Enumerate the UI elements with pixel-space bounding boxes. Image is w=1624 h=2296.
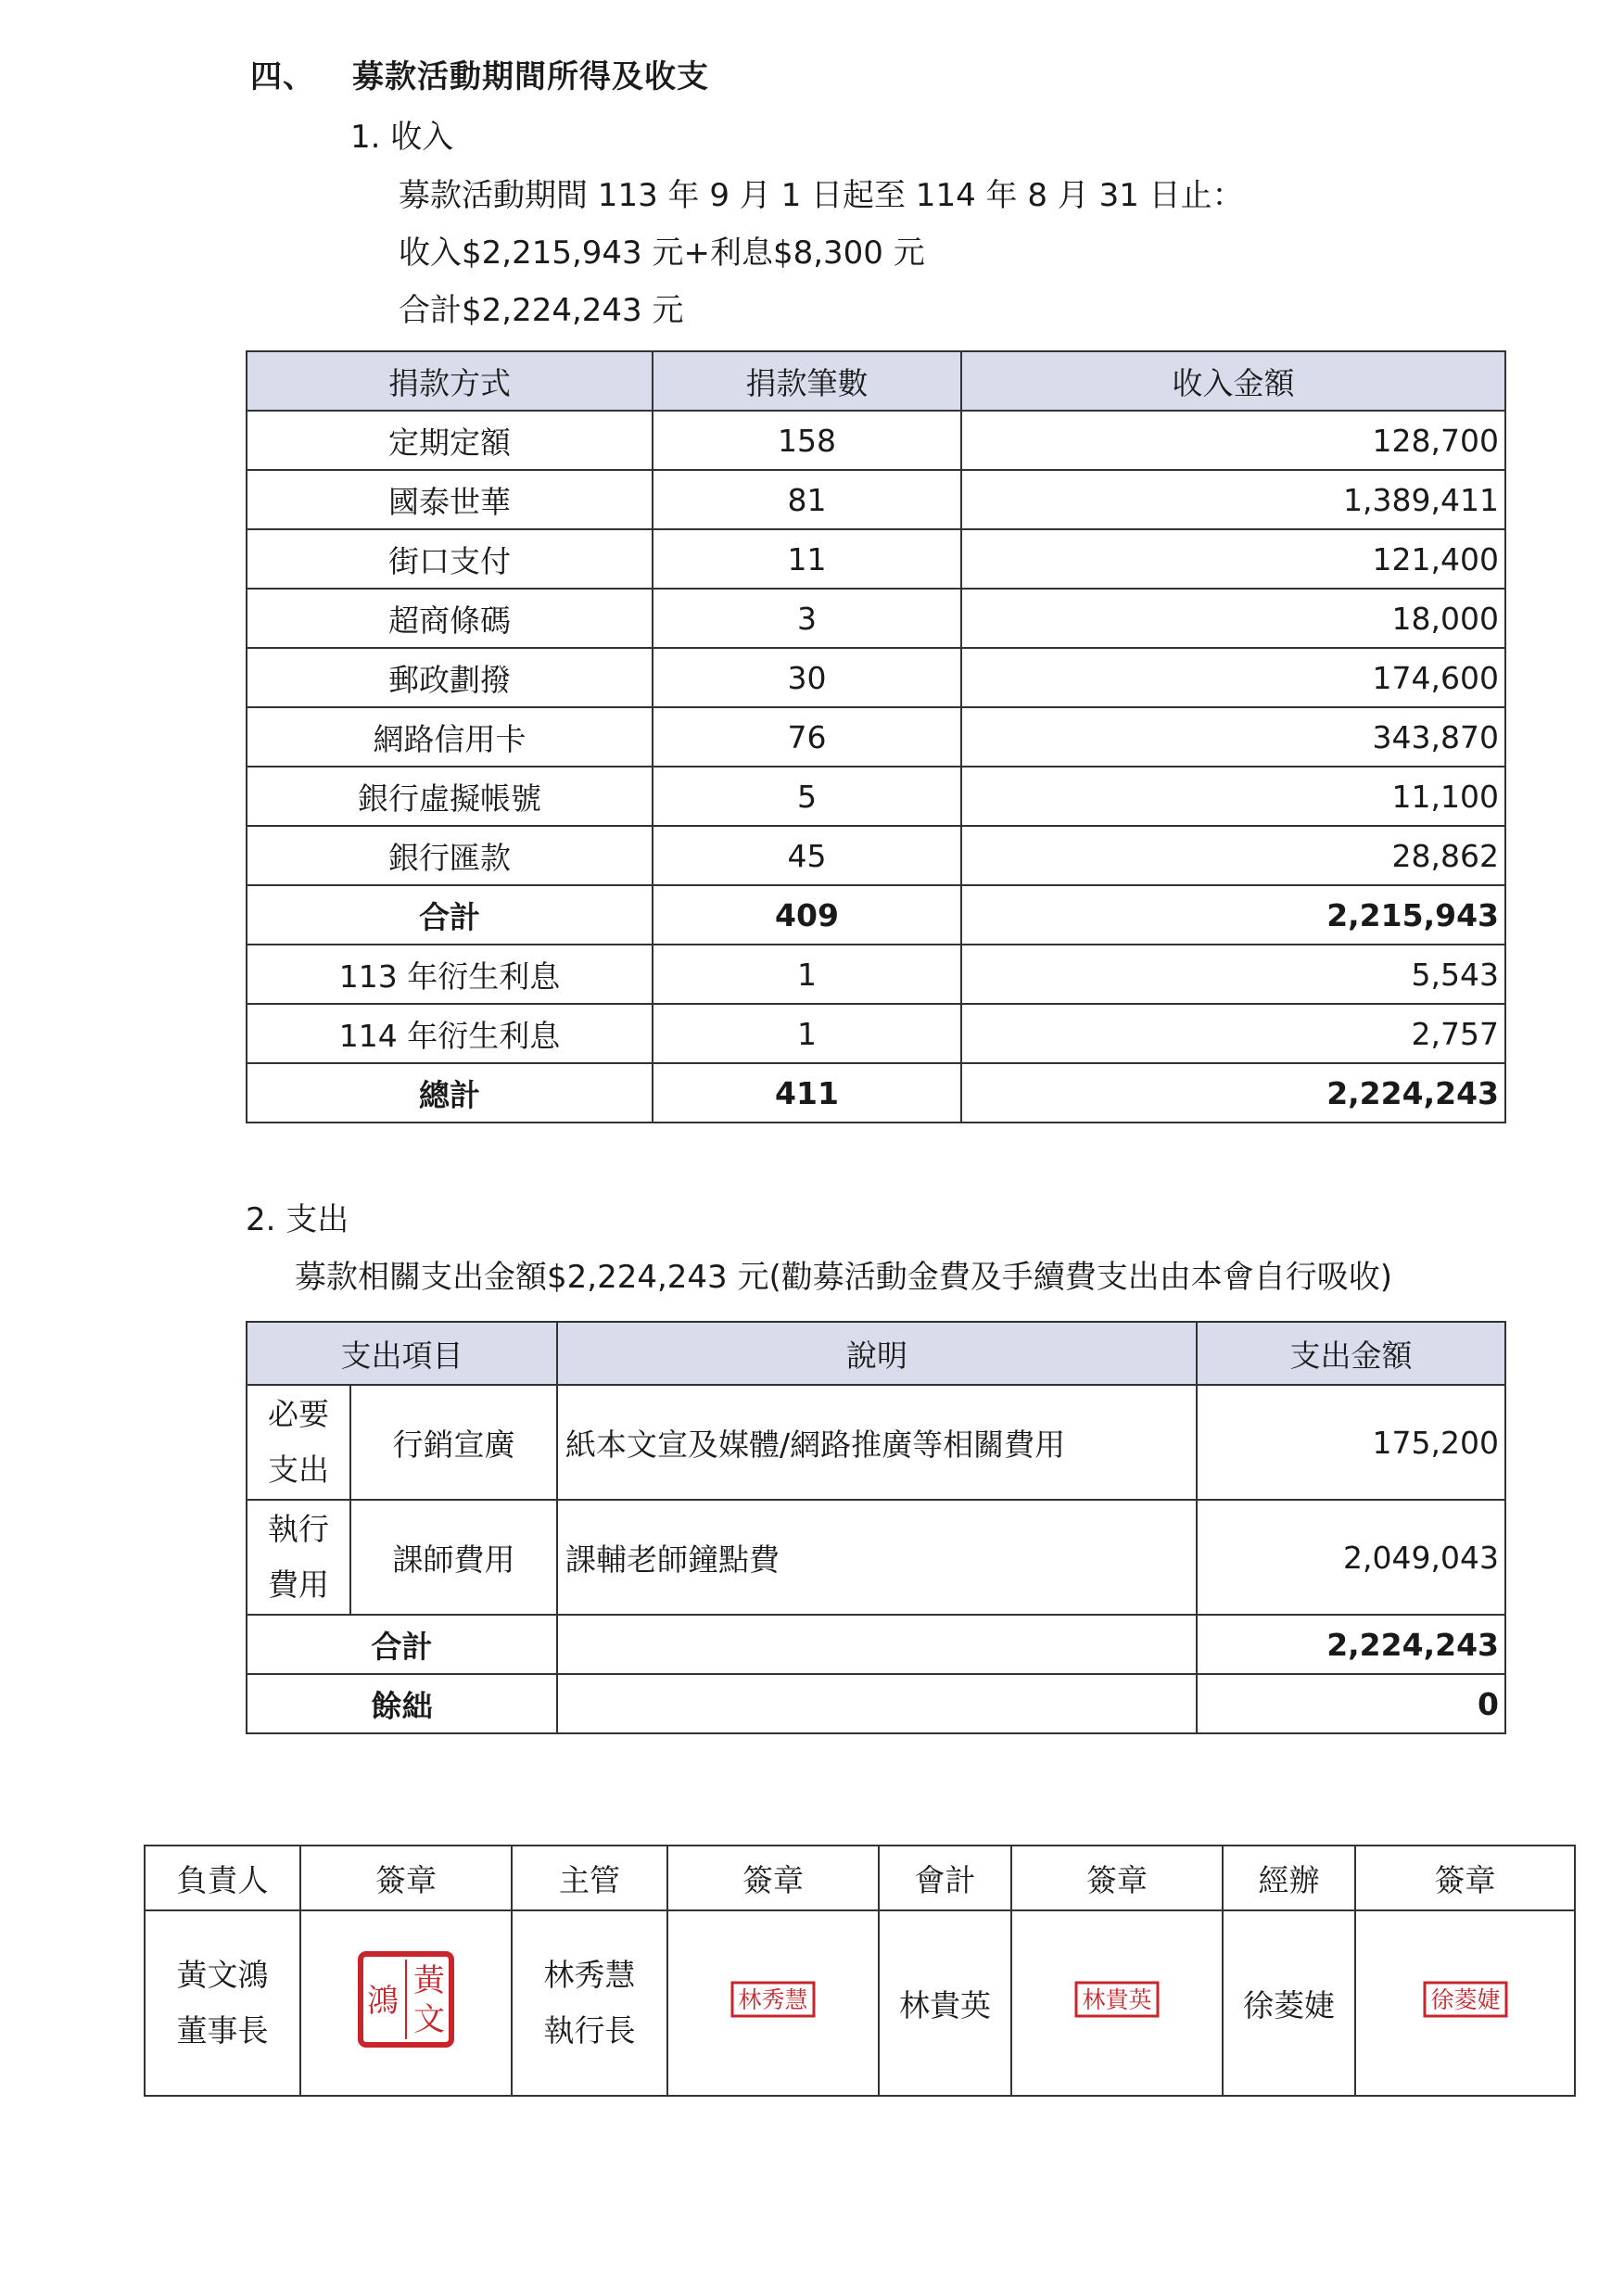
section-title <box>250 51 709 96</box>
expense-amount: 175,200 <box>1197 1385 1505 1500</box>
table-row <box>247 648 1505 707</box>
grand-total-row <box>247 1063 1505 1123</box>
subtotal-label: 合計 <box>247 885 653 945</box>
signature-table <box>144 1845 1576 2097</box>
header-supervisor: 主管 <box>512 1846 667 1910</box>
group-line: 必要 <box>268 1396 329 1432</box>
expense-summary-line: 募款相關支出金額$2,224,243 元(勸募活動金費及手續費支出由本會自行吸收) <box>295 1259 1393 1296</box>
table-row <box>247 411 1505 470</box>
balance-label: 餘絀 <box>247 1674 557 1733</box>
seal-cell <box>667 1910 879 2096</box>
interest-label: 114 年衍生利息 <box>247 1004 653 1063</box>
row-count: 30 <box>653 648 961 707</box>
svg-text:徐菱婕: 徐菱婕 <box>1429 1986 1501 2013</box>
svg-text:文: 文 <box>413 2001 445 2038</box>
header-expense-item: 支出項目 <box>247 1322 557 1385</box>
row-method: 街口支付 <box>247 529 653 589</box>
expense-total-label: 合計 <box>247 1615 557 1674</box>
svg-text:林秀慧: 林秀慧 <box>738 1986 808 2013</box>
interest-label: 113 年衍生利息 <box>247 945 653 1004</box>
row-count: 3 <box>653 589 961 648</box>
responsible-title: 董事長 <box>176 2012 269 2049</box>
supervisor-title: 執行長 <box>543 2012 636 2049</box>
responsible-name: 黃文鴻 <box>176 1957 269 1993</box>
row-method: 定期定額 <box>247 411 653 470</box>
expense-group-label <box>247 1500 350 1615</box>
income-total-line: 合計$2,224,243 元 <box>399 292 684 329</box>
grand-total-count: 411 <box>653 1063 961 1123</box>
supervisor-name: 林秀慧 <box>543 1957 636 1993</box>
table-row <box>247 1500 1505 1615</box>
expense-table-header <box>247 1322 1505 1385</box>
subtotal-count: 409 <box>653 885 961 945</box>
header-amount: 收入金額 <box>961 351 1505 411</box>
row-amount: 11,100 <box>961 767 1505 826</box>
section-title-text: 募款活動期間所得及收支 <box>352 58 709 95</box>
row-count: 45 <box>653 826 961 885</box>
subtotal-amount: 2,215,943 <box>961 885 1505 945</box>
interest-count: 1 <box>653 945 961 1004</box>
table-row <box>247 707 1505 767</box>
row-method: 國泰世華 <box>247 470 653 529</box>
header-seal: 簽章 <box>1355 1846 1575 1910</box>
header-seal: 簽章 <box>300 1846 512 1910</box>
balance-description <box>557 1674 1197 1733</box>
accountant-name: 林貴英 <box>879 1910 1011 2096</box>
row-amount: 343,870 <box>961 707 1505 767</box>
row-method: 網路信用卡 <box>247 707 653 767</box>
subtotal-row <box>247 885 1505 945</box>
interest-amount: 2,757 <box>961 1004 1505 1063</box>
name-seal-stamp <box>1074 1981 1160 2018</box>
svg-text:黃: 黃 <box>413 1962 445 1999</box>
header-description: 說明 <box>557 1322 1197 1385</box>
row-amount: 121,400 <box>961 529 1505 589</box>
expense-heading: 2. 支出 <box>246 1201 349 1238</box>
svg-text:鴻: 鴻 <box>367 1983 399 2020</box>
section-number: 四、 <box>250 58 315 95</box>
grand-total-label: 總計 <box>247 1063 653 1123</box>
header-expense-amount: 支出金額 <box>1197 1322 1505 1385</box>
table-row <box>247 470 1505 529</box>
income-heading: 1. 收入 <box>350 119 454 156</box>
row-amount: 1,389,411 <box>961 470 1505 529</box>
row-amount: 18,000 <box>961 589 1505 648</box>
seal-cell <box>300 1910 512 2096</box>
interest-count: 1 <box>653 1004 961 1063</box>
expense-amount: 2,049,043 <box>1197 1500 1505 1615</box>
expense-total-amount: 2,224,243 <box>1197 1615 1505 1674</box>
income-table-header <box>247 351 1505 411</box>
row-count: 76 <box>653 707 961 767</box>
row-count: 81 <box>653 470 961 529</box>
row-count: 158 <box>653 411 961 470</box>
row-method: 銀行匯款 <box>247 826 653 885</box>
handler-name: 徐菱婕 <box>1223 1910 1355 2096</box>
name-seal-stamp <box>1423 1981 1508 2018</box>
header-accountant: 會計 <box>879 1846 1011 1910</box>
signature-header-row <box>145 1846 1575 1910</box>
row-count: 5 <box>653 767 961 826</box>
table-row <box>247 1385 1505 1500</box>
row-amount: 174,600 <box>961 648 1505 707</box>
expense-table <box>246 1321 1506 1734</box>
grand-total-amount: 2,224,243 <box>961 1063 1505 1123</box>
expense-item: 課師費用 <box>350 1500 557 1615</box>
header-seal: 簽章 <box>1011 1846 1223 1910</box>
header-count: 捐款筆數 <box>653 351 961 411</box>
seal-cell <box>1011 1910 1223 2096</box>
interest-row <box>247 945 1505 1004</box>
supervisor-cell <box>512 1910 667 2096</box>
table-row <box>247 589 1505 648</box>
group-line: 支出 <box>268 1452 329 1488</box>
name-seal-stamp <box>730 1981 816 2018</box>
svg-text:林貴英: 林貴英 <box>1082 1986 1152 2013</box>
expense-description: 課輔老師鐘點費 <box>557 1500 1197 1615</box>
expense-item: 行銷宣廣 <box>350 1385 557 1500</box>
header-method: 捐款方式 <box>247 351 653 411</box>
header-responsible: 負責人 <box>145 1846 300 1910</box>
expense-description: 紙本文宣及媒體/網路推廣等相關費用 <box>557 1385 1197 1500</box>
table-row <box>247 529 1505 589</box>
interest-row <box>247 1004 1505 1063</box>
balance-row <box>247 1674 1505 1733</box>
income-table <box>246 350 1506 1123</box>
table-row <box>247 826 1505 885</box>
header-handler: 經辦 <box>1223 1846 1355 1910</box>
table-row <box>247 767 1505 826</box>
row-method: 郵政劃撥 <box>247 648 653 707</box>
expense-total-description <box>557 1615 1197 1674</box>
interest-amount: 5,543 <box>961 945 1505 1004</box>
income-period-line: 募款活動期間 113 年 9 月 1 日起至 114 年 8 月 31 日止： <box>399 177 1244 214</box>
signature-body-row <box>145 1910 1575 2096</box>
group-line: 費用 <box>268 1567 329 1603</box>
responsible-cell <box>145 1910 300 2096</box>
row-amount: 28,862 <box>961 826 1505 885</box>
balance-amount: 0 <box>1197 1674 1505 1733</box>
expense-total-row <box>247 1615 1505 1674</box>
row-method: 銀行虛擬帳號 <box>247 767 653 826</box>
header-seal: 簽章 <box>667 1846 879 1910</box>
income-amount-line: 收入$2,215,943 元+利息$8,300 元 <box>399 235 925 272</box>
row-amount: 128,700 <box>961 411 1505 470</box>
expense-group-label <box>247 1385 350 1500</box>
square-seal-stamp <box>357 1950 455 2049</box>
row-method: 超商條碼 <box>247 589 653 648</box>
seal-cell <box>1355 1910 1575 2096</box>
row-count: 11 <box>653 529 961 589</box>
group-line: 執行 <box>268 1511 329 1547</box>
